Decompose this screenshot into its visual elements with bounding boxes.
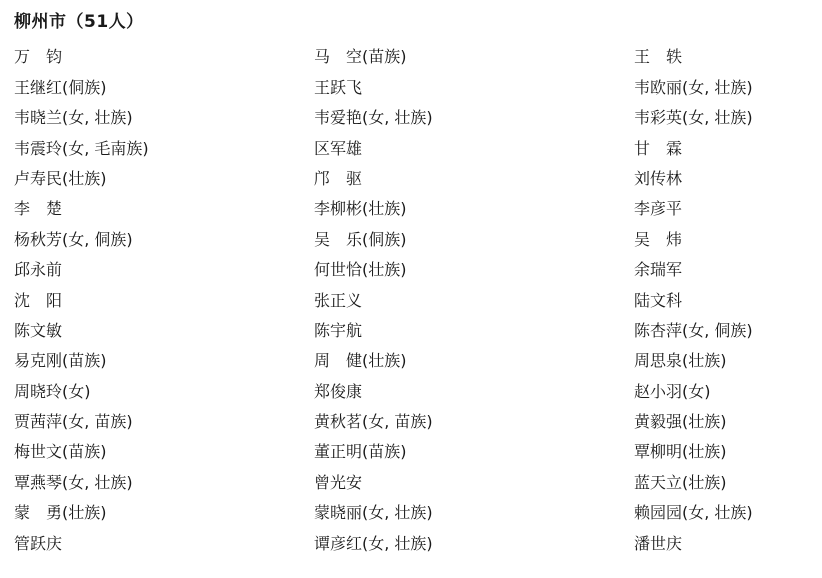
roster-name: 赵小羽(女) bbox=[634, 381, 711, 401]
roster-name: 何世恰(壮族) bbox=[314, 260, 407, 280]
roster-name: 易克刚(苗族) bbox=[14, 351, 107, 371]
roster-name: 甘 霖 bbox=[634, 138, 683, 158]
roster-name: 张正义 bbox=[314, 290, 363, 310]
roster-name: 赖园园(女, 壮族) bbox=[634, 503, 753, 523]
roster-name: 覃燕琴(女, 壮族) bbox=[14, 472, 133, 492]
roster-name: 陈文敏 bbox=[14, 320, 63, 340]
roster-name: 沈 阳 bbox=[14, 290, 63, 310]
roster-name: 覃柳明(壮族) bbox=[634, 442, 727, 462]
roster-name: 陈杏萍(女, 侗族) bbox=[634, 320, 753, 340]
roster-name: 陈宇航 bbox=[314, 320, 363, 340]
roster-name: 董正明(苗族) bbox=[314, 442, 407, 462]
roster-name: 蓝天立(壮族) bbox=[634, 472, 727, 492]
roster-name: 周思泉(壮族) bbox=[634, 351, 727, 371]
roster-name: 卢寿民(壮族) bbox=[14, 168, 107, 188]
roster-name: 邱永前 bbox=[14, 260, 63, 280]
roster-name: 马 空(苗族) bbox=[314, 47, 407, 67]
roster-name: 余瑞军 bbox=[634, 260, 683, 280]
roster-name: 郑俊康 bbox=[314, 381, 363, 401]
roster-name: 曾光安 bbox=[314, 472, 363, 492]
roster-name: 蒙 勇(壮族) bbox=[14, 503, 107, 523]
roster-name: 谭彦红(女, 壮族) bbox=[314, 533, 433, 553]
roster-name: 吴 炜 bbox=[634, 229, 683, 249]
roster-name: 贾茜萍(女, 苗族) bbox=[14, 412, 133, 432]
roster-name: 黄毅强(壮族) bbox=[634, 412, 727, 432]
roster-name: 万 钧 bbox=[14, 47, 63, 67]
roster-name: 韦爱艳(女, 壮族) bbox=[314, 108, 433, 128]
roster-name: 韦欧丽(女, 壮族) bbox=[634, 77, 753, 97]
roster-name: 管跃庆 bbox=[14, 533, 63, 553]
roster-name: 杨秋芳(女, 侗族) bbox=[14, 229, 133, 249]
roster-name: 王跃飞 bbox=[314, 77, 363, 97]
roster-name: 周晓玲(女) bbox=[14, 381, 91, 401]
roster-name: 韦震玲(女, 毛南族) bbox=[14, 138, 149, 158]
roster-name: 潘世庆 bbox=[634, 533, 683, 553]
roster-name: 吴 乐(侗族) bbox=[314, 229, 407, 249]
roster-name: 王继红(侗族) bbox=[14, 77, 107, 97]
roster-name: 李彦平 bbox=[634, 199, 683, 219]
roster-name: 韦彩英(女, 壮族) bbox=[634, 108, 753, 128]
roster-name: 刘传林 bbox=[634, 168, 683, 188]
roster-name: 李柳彬(壮族) bbox=[314, 199, 407, 219]
roster-name: 区军雄 bbox=[314, 138, 363, 158]
roster-name: 黄秋茗(女, 苗族) bbox=[314, 412, 433, 432]
page-title: 柳州市（51人） bbox=[14, 12, 144, 32]
name-roster-grid bbox=[14, 42, 804, 559]
roster-name: 陆文科 bbox=[634, 290, 683, 310]
roster-name: 王 轶 bbox=[634, 47, 683, 67]
roster-name: 蒙晓丽(女, 壮族) bbox=[314, 503, 433, 523]
roster-name: 梅世文(苗族) bbox=[14, 442, 107, 462]
roster-name: 韦晓兰(女, 壮族) bbox=[14, 108, 133, 128]
roster-name: 周 健(壮族) bbox=[314, 351, 407, 371]
roster-name: 李 楚 bbox=[14, 199, 63, 219]
roster-name: 邝 驱 bbox=[314, 168, 363, 188]
